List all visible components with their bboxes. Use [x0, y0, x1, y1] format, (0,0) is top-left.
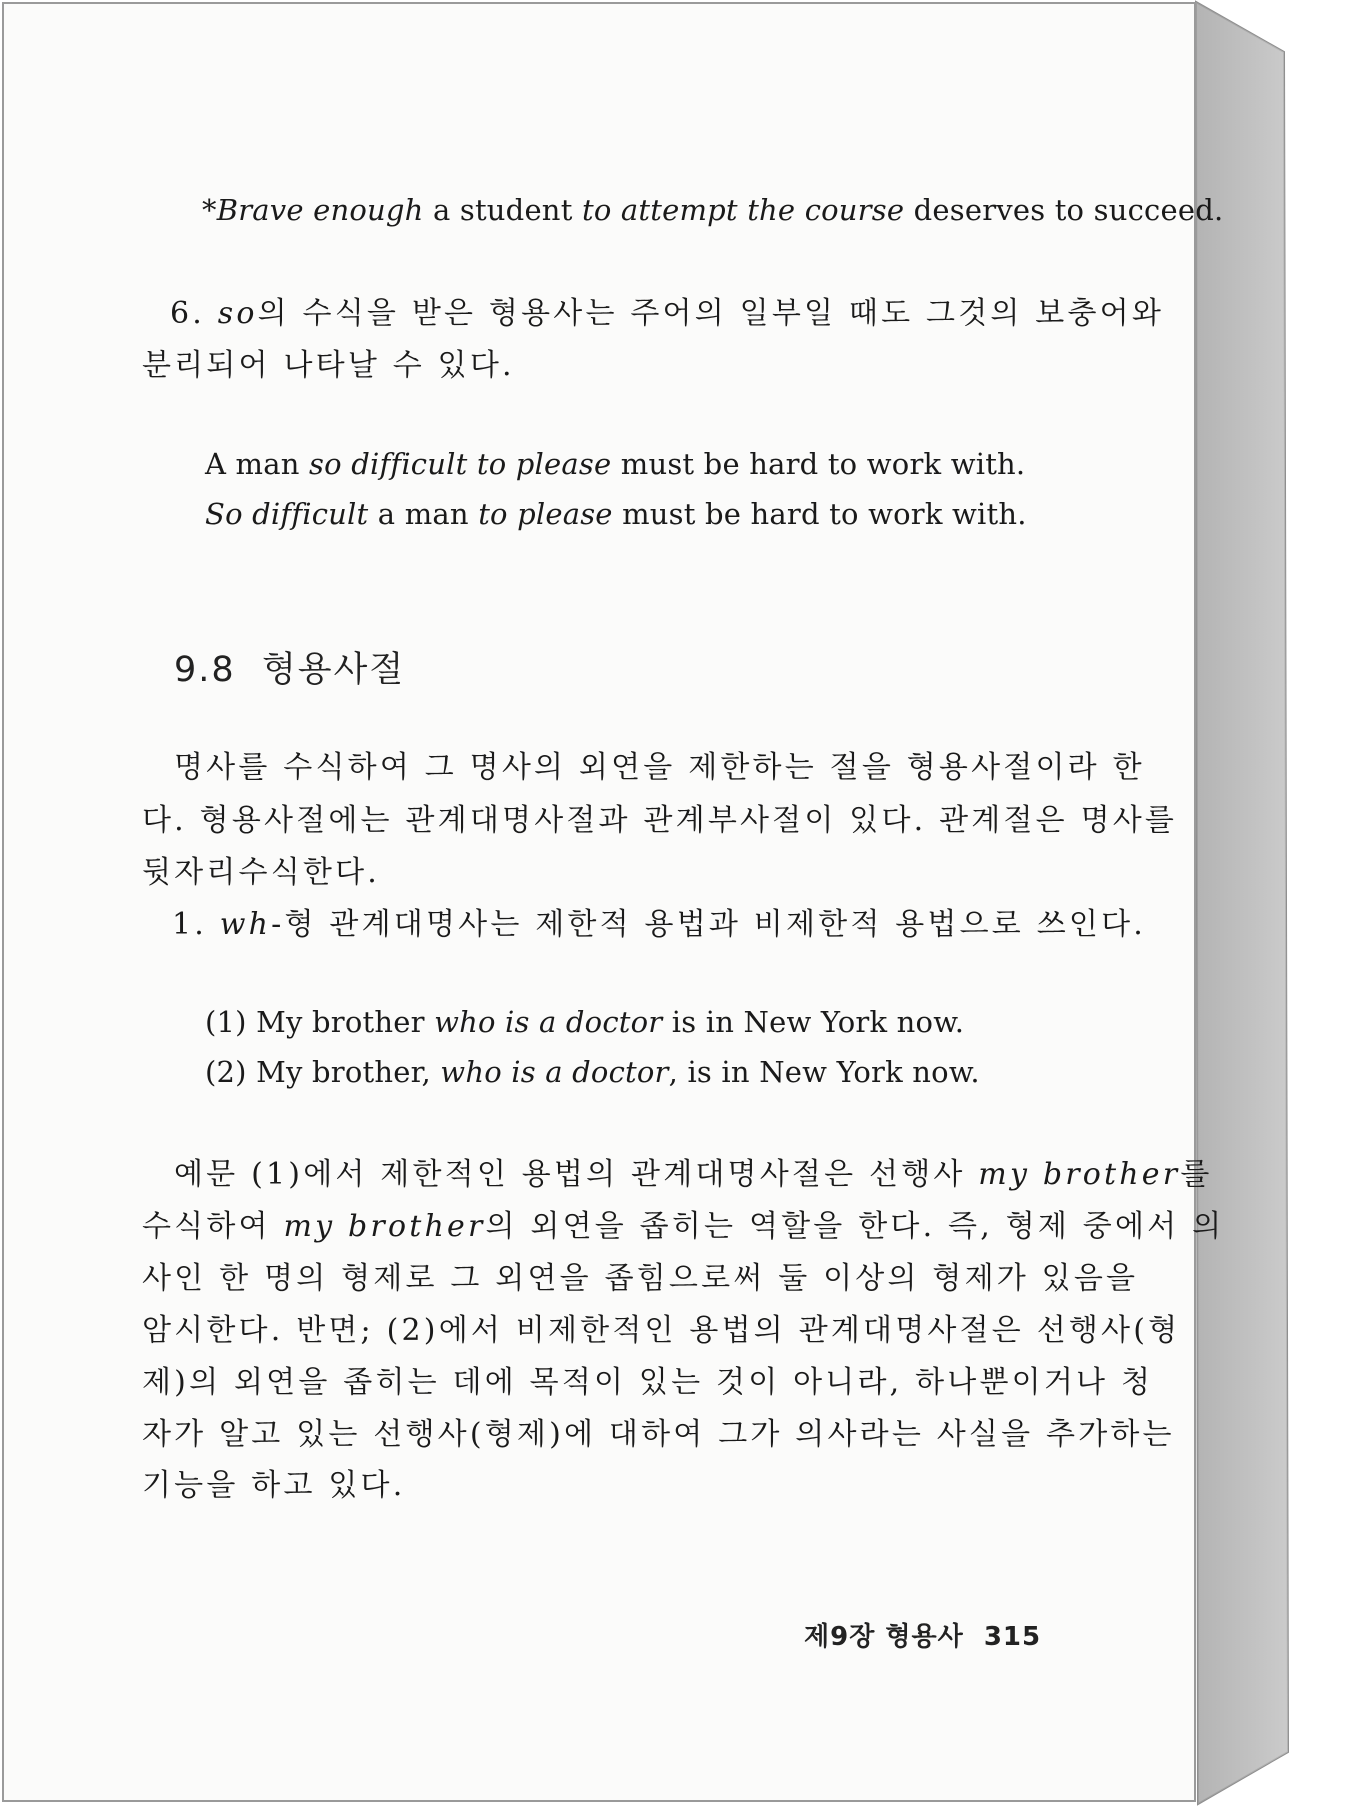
- section-title: 형용사절: [261, 650, 406, 690]
- paragraph-line: 명사를 수식하여 그 명사의 외연을 제한하는 절을 형용사절이라 한: [174, 750, 1145, 785]
- example-text: a man: [368, 497, 479, 531]
- example-italic-phrase: to please: [478, 497, 613, 531]
- section-heading: [174, 650, 406, 690]
- paragraph-text: 수식하여: [142, 1209, 284, 1244]
- example-text: must be hard to work with.: [611, 447, 1026, 481]
- page-footer: [804, 1624, 1041, 1650]
- example-text: deserves to succeed.: [904, 193, 1224, 227]
- example-sentence: [202, 193, 1224, 227]
- example-sentence: [205, 497, 1027, 531]
- rule-keyword: wh: [219, 907, 272, 942]
- rule-6-line-2: 분리되어 나타날 수 있다.: [142, 348, 515, 383]
- example-sentence: [205, 447, 1026, 481]
- example-text: A man: [205, 447, 310, 481]
- rule-text: -형 관계대명사는 제한적 용법과 비제한적 용법으로 쓰인다.: [271, 907, 1146, 942]
- example-text: , is in New York now.: [668, 1055, 980, 1089]
- example-text: is in New York now.: [662, 1005, 965, 1039]
- rule-6-line-1: [170, 296, 1165, 331]
- page-number: 315: [983, 1622, 1042, 1652]
- rule-number: 6.: [170, 296, 218, 331]
- paragraph-line: 자가 알고 있는 선행사(형제)에 대하여 그가 의사라는 사실을 추가하는: [142, 1417, 1175, 1452]
- example-italic-phrase: who is a doctor: [434, 1005, 663, 1039]
- rule-1-line: [172, 907, 1146, 942]
- example-text: (1) My brother: [205, 1005, 435, 1039]
- paragraph-line: [174, 1157, 1213, 1192]
- example-italic-phrase: *Brave enough: [202, 193, 424, 227]
- paragraph-line: 기능을 하고 있다.: [142, 1468, 406, 1503]
- example-sentence: [205, 1055, 980, 1089]
- rule-keyword: so: [217, 296, 258, 331]
- example-italic-phrase: So difficult: [205, 497, 369, 531]
- example-sentence: [205, 1005, 965, 1039]
- paragraph-italic: my brother: [283, 1209, 486, 1244]
- paragraph-line: 암시한다. 반면; (2)에서 비제한적인 용법의 관계대명사절은 선행사(형: [142, 1313, 1181, 1348]
- book-page: [2, 2, 1225, 1802]
- example-italic-phrase: so difficult to please: [309, 447, 612, 481]
- paragraph-line: 제)의 외연을 좁히는 데에 목적이 있는 것이 아니라, 하나뿐이거나 청: [142, 1365, 1154, 1400]
- example-italic-phrase: who is a doctor: [440, 1055, 669, 1089]
- rule-number: 1.: [172, 907, 220, 942]
- example-text: a student: [423, 193, 582, 227]
- paragraph-italic: my brother: [978, 1157, 1181, 1192]
- paragraph-text: 의 외연을 좁히는 역할을 한다. 즉, 형제 중에서 의: [485, 1209, 1225, 1244]
- example-italic-phrase: to attempt the course: [581, 193, 905, 227]
- paragraph-line: 다. 형용사절에는 관계대명사절과 관계부사절이 있다. 관계절은 명사를: [142, 803, 1178, 838]
- chapter-label: 제9장 형용사: [804, 1622, 964, 1652]
- example-text: (2) My brother,: [205, 1055, 441, 1089]
- example-text: must be hard to work with.: [612, 497, 1027, 531]
- section-number: 9.8: [174, 650, 236, 690]
- rule-text: 의 수식을 받은 형용사는 주어의 일부일 때도 그것의 보충어와: [257, 296, 1165, 331]
- paragraph-line: [142, 1209, 1225, 1244]
- paragraph-line: 뒷자리수식한다.: [142, 855, 380, 890]
- paragraph-text: 예문 (1)에서 제한적인 용법의 관계대명사절은 선행사: [174, 1157, 979, 1192]
- paragraph-line: 사인 한 명의 형제로 그 외연을 좁힘으로써 둘 이상의 형제가 있음을: [142, 1261, 1139, 1296]
- paragraph-text: 를: [1180, 1157, 1213, 1192]
